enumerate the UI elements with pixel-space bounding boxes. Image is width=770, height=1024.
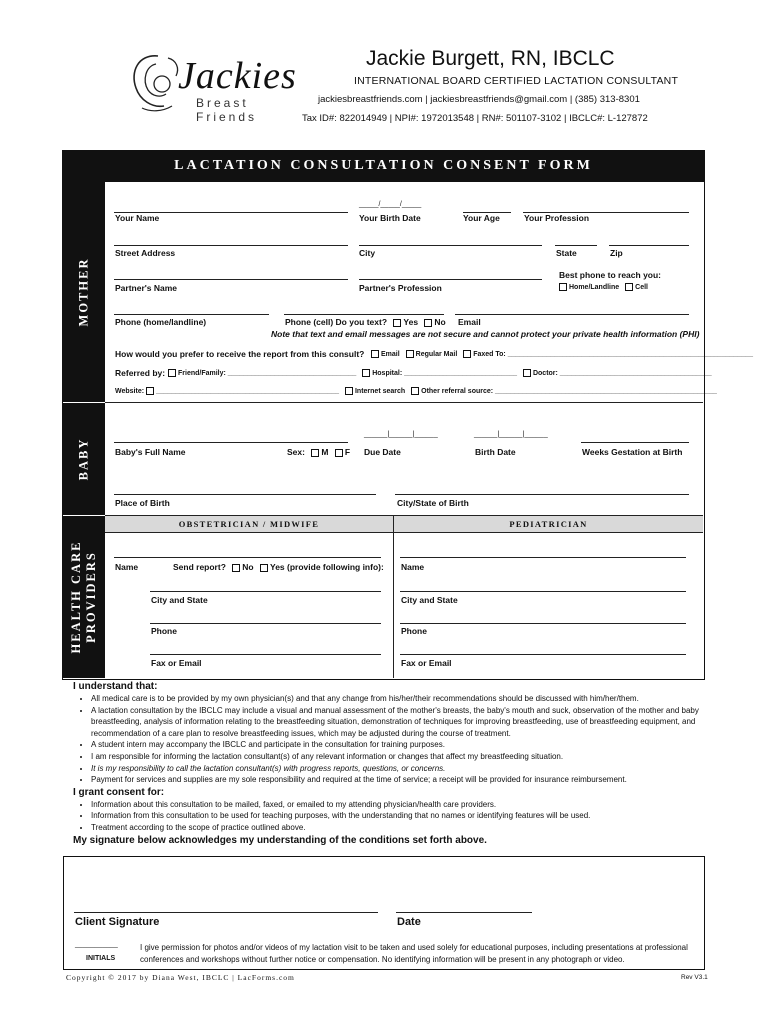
place-of-birth-label: Place of Birth (115, 498, 170, 508)
best-phone-label: Best phone to reach you: (559, 270, 662, 280)
birth-date-slots: _____/_____/_____ (359, 201, 422, 208)
ped-name-label: Name (401, 562, 425, 572)
id-numbers: Tax ID#: 822014949 | NPI#: 1972013548 | RN#: 501107-3102 | IBCLC#: L-127872 (302, 113, 648, 124)
divider (105, 402, 703, 403)
friend-family-checkbox[interactable] (168, 369, 176, 377)
city-state-birth-label: City/State of Birth (397, 498, 469, 508)
zip-label: Zip (610, 248, 623, 258)
text-yes-checkbox[interactable] (393, 319, 401, 327)
other-source-checkbox[interactable] (411, 387, 419, 395)
due-date-slots: ______|______|______ (364, 431, 438, 438)
form-title: LACTATION CONSULTATION CONSENT FORM (174, 158, 593, 173)
providers-section-label: HEALTH CARE PROVIDERS (62, 516, 105, 678)
report-mail-checkbox[interactable] (406, 350, 414, 358)
list-item: • It is my responsibility to call the lactation consultant(s) with progress reports, questions, or concerns. (91, 763, 703, 775)
date-label: Date (397, 916, 421, 928)
obstetrician-header: OBSTETRICIAN / MIDWIFE (105, 516, 394, 533)
ob-name-label: Name (115, 562, 139, 572)
report-email-checkbox[interactable] (371, 350, 379, 358)
client-signature-label: Client Signature (75, 916, 160, 928)
your-name-label: Your Name (115, 213, 160, 223)
phi-note: Note that text and email messages are not secure and cannot protect your private health information (PHI) (271, 329, 700, 339)
internet-search-checkbox[interactable] (345, 387, 353, 395)
report-fax-checkbox[interactable] (463, 350, 471, 358)
sex-f-checkbox[interactable] (335, 449, 343, 457)
list-item: • I am responsible for informing the lactation consultant(s) of any relevant information or changes that affect my breastfeeding situation. (91, 751, 703, 763)
send-report-row: Send report? No Yes (provide following info): (173, 562, 384, 572)
birth-date-slots-baby: ______|______|______ (474, 431, 548, 438)
report-preference-row: How would you prefer to receive the report from this consult? (115, 349, 365, 359)
practitioner-name: Jackie Burgett, RN, IBCLC (366, 47, 615, 70)
due-date-label: Due Date (364, 447, 401, 457)
consent-list (73, 799, 703, 834)
mother-section-label: MOTHER (62, 182, 105, 402)
ped-city-state-label: City and State (401, 595, 458, 605)
photo-permission-text: I give permission for photos and/or videos of my lactation visit to be taken and used solely for educational purposes, including presentations at professional conferences and workshops without further notice or compensation. No identifying information will be present in any photograph or video. (140, 943, 688, 964)
logo (128, 48, 298, 124)
list-item: • Treatment according to the scope of practice outlined above. (91, 822, 703, 834)
provider-column-divider (393, 532, 394, 678)
sex-row: Sex: M F (287, 447, 351, 457)
date-field[interactable] (396, 912, 532, 913)
referral-options: Friend/Family: _________________________________ Hospital: _____________________________ Doctor: _______________________________________ (168, 369, 712, 377)
referral-options-2: Website: _______________________________________________ Internet search Other referral source: _________________________________________________________ (115, 387, 717, 395)
baby-section-label: BABY (62, 403, 105, 515)
referred-by-label: Referred by: (115, 368, 166, 378)
phone-home-label: Phone (home/landline) (115, 317, 207, 327)
report-options: Email Regular Mail Faxed To: _______________________________________________________________ (371, 350, 753, 358)
understand-heading: I understand that: (73, 681, 158, 692)
ped-fax-email-label: Fax or Email (401, 658, 452, 668)
copyright: Copyright © 2017 by Diana West, IBCLC | LacForms.com (66, 973, 295, 982)
email-label: Email (458, 317, 481, 327)
logo-subtitle: Breast Friends (196, 96, 258, 124)
ob-phone-label: Phone (151, 626, 177, 636)
age-label: Your Age (463, 213, 500, 223)
partner-name-label: Partner's Name (115, 283, 178, 293)
baby-name-label: Baby's Full Name (115, 447, 186, 457)
hospital-checkbox[interactable] (362, 369, 370, 377)
website-checkbox[interactable] (146, 387, 154, 395)
state-label: State (556, 248, 577, 258)
text-no-checkbox[interactable] (424, 319, 432, 327)
phone-cell-row: Phone (cell) Do you text? Yes No (285, 317, 446, 327)
list-item: • A student intern may accompany the IBCLC and participate in the consultation for training purposes. (91, 739, 703, 751)
cell-checkbox[interactable] (625, 283, 633, 291)
street-label: Street Address (115, 248, 176, 258)
list-item: • A lactation consultation by the IBCLC may include a visual and manual assessment of the mother's breasts, the baby's mouth and suck, observation of the mother and baby breastfeeding, analysis of information relating to the breastfeeding situation, demonstration of techniques for improving breastfeeding, use of breastfeeding equipment, and recommendation of a care plan to resolve breastfeeding issues, which may be adjusted during the course of treatment. (91, 705, 703, 740)
list-item: • Information about this consultation to be mailed, faxed, or emailed to my attending physician/health care providers. (91, 799, 703, 811)
send-report-no-checkbox[interactable] (232, 564, 240, 572)
ob-city-state-label: City and State (151, 595, 208, 605)
list-item: • Information from this consultation to be used for teaching purposes, with the understanding that no names or identifying features will be used. (91, 810, 703, 822)
send-report-yes-checkbox[interactable] (260, 564, 268, 572)
birth-date-label: Your Birth Date (359, 213, 421, 223)
list-item: • Payment for services and supplies are my sole responsibility and required at the time of service; a receipt will be provided for insurance reimbursement. (91, 774, 703, 786)
signature-statement: My signature below acknowledges my understanding of the conditions set forth above. (73, 834, 487, 846)
sex-m-checkbox[interactable] (311, 449, 319, 457)
doctor-checkbox[interactable] (523, 369, 531, 377)
ped-phone-label: Phone (401, 626, 427, 636)
ob-fax-email-label: Fax or Email (151, 658, 202, 668)
initials-field[interactable]: ___________ (75, 941, 118, 948)
baby-birth-date-label: Birth Date (475, 447, 516, 457)
list-item: • All medical care is to be provided by my own physician(s) and that any change from his/her/their recommendations should be discussed with him/her/them. (91, 693, 703, 705)
pediatrician-header: PEDIATRICIAN (394, 516, 703, 533)
practitioner-title: INTERNATIONAL BOARD CERTIFIED LACTATION CONSULTANT (354, 75, 679, 87)
profession-label: Your Profession (524, 213, 590, 223)
form-title-bar (62, 150, 705, 182)
initials-label: INITIALS (86, 955, 116, 962)
client-signature-field[interactable] (74, 912, 378, 913)
partner-profession-label: Partner's Profession (359, 283, 442, 293)
revision: Rev V3.1 (681, 974, 708, 981)
home-landline-checkbox[interactable] (559, 283, 567, 291)
city-label: City (359, 248, 376, 258)
terms-section (73, 680, 703, 847)
weeks-gestation-label: Weeks Gestation at Birth (582, 447, 683, 457)
logo-wordmark: Jackies (178, 55, 297, 97)
best-phone-options: Home/Landline Cell (559, 283, 648, 291)
understand-list (73, 693, 703, 786)
contact-info: jackiesbreastfriends.com | jackiesbreastfriends@gmail.com | (385) 313-8301 (318, 94, 640, 105)
consent-heading: I grant consent for: (73, 786, 165, 798)
